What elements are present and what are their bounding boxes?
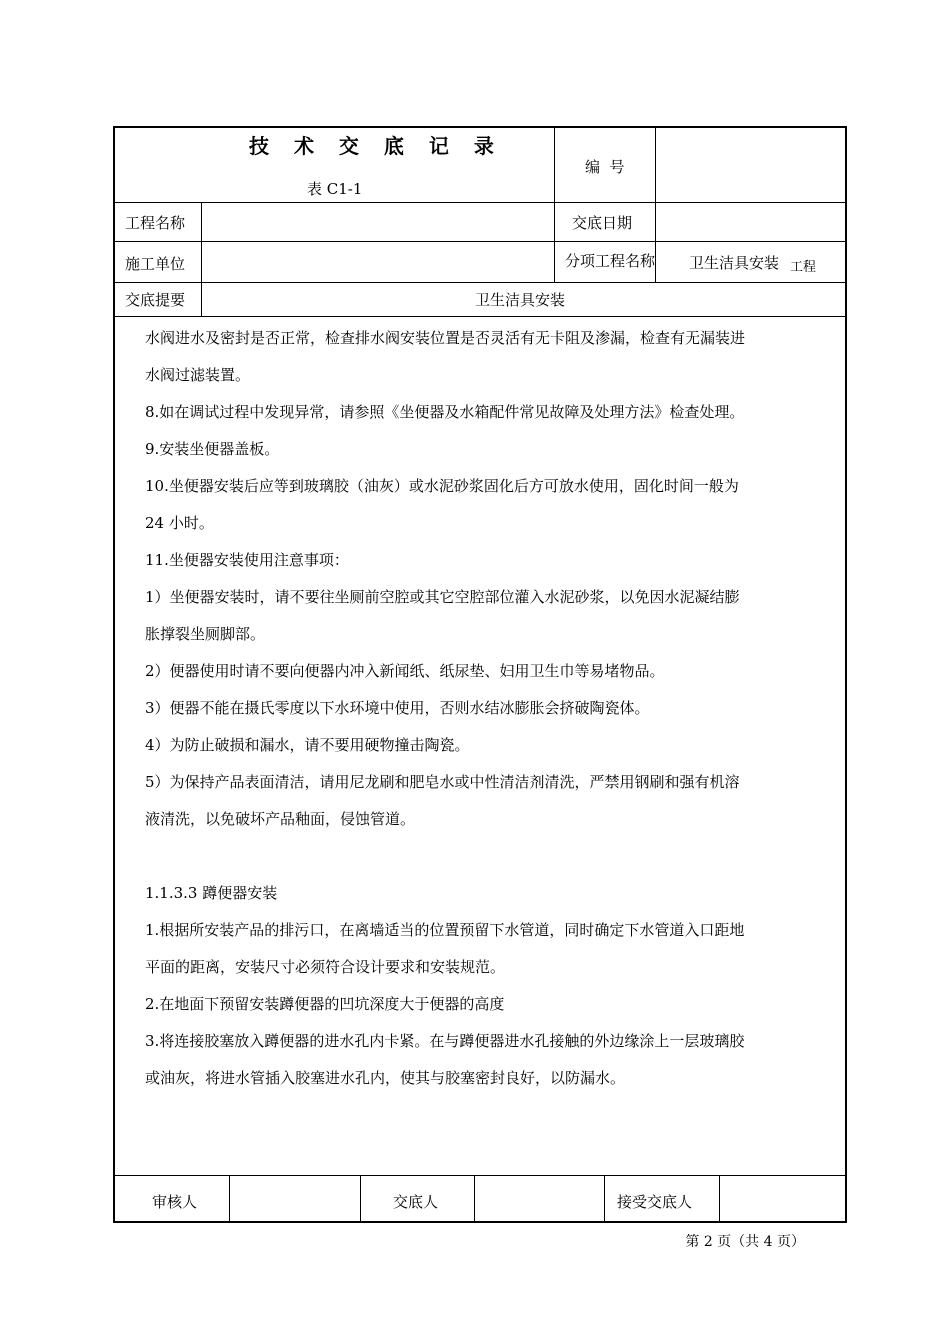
- content-line: 3）便器不能在摄氏零度以下水环境中使用，否则水结冰膨胀会挤破陶瓷体。: [145, 699, 650, 717]
- number-label: 编 号: [585, 158, 625, 176]
- rule-header-bottom: [115, 202, 845, 203]
- rule-summary-bottom: [115, 316, 845, 317]
- content-line: 1.根据所安装产品的排污口，在离墙适当的位置预留下水管道，同时确定下水管道入口距地: [145, 921, 745, 939]
- content-line: 24 小时。: [145, 514, 214, 532]
- receiver-label: 接受交底人: [617, 1193, 693, 1211]
- page-number: 第 2 页（共 4 页）: [685, 1234, 805, 1250]
- rule-right-col: [655, 128, 656, 282]
- rule-sig-4: [604, 1175, 605, 1223]
- sub-project-suffix: 工程: [790, 260, 817, 275]
- sub-project-value: 卫生洁具安装: [689, 254, 780, 272]
- content-blank-line: [145, 838, 825, 875]
- rule-sig-5: [719, 1175, 720, 1223]
- content-line: 液清洗，以免破坏产品釉面，侵蚀管道。: [145, 810, 416, 828]
- content-line: 水阀过滤装置。: [145, 366, 251, 384]
- rule-sig-2: [360, 1175, 361, 1223]
- content-line: 2.在地面下预留安装蹲便器的凹坑深度大于便器的高度: [145, 995, 505, 1013]
- content-line: 水阀进水及密封是否正常，检查排水阀安装位置是否灵活有无卡阻及渗漏，检查有无漏装进: [145, 329, 746, 347]
- content-line: 或油灰，将进水管插入胶塞进水孔内，使其与胶塞密封良好，以防漏水。: [145, 1069, 626, 1087]
- rule-row1-bottom: [115, 241, 845, 242]
- content-line: 4）为防止破损和漏水，请不要用硬物撞击陶瓷。: [145, 736, 470, 754]
- disclosure-content: [145, 320, 825, 1097]
- rule-row2-bottom: [115, 282, 845, 283]
- content-line: 11.坐便器安装使用注意事项：: [145, 551, 349, 569]
- content-line: 10.坐便器安装后应等到玻璃胶（油灰）或水泥砂浆固化后方可放水使用，固化时间一般为: [145, 477, 739, 495]
- content-line: 平面的距离，安装尺寸必须符合设计要求和安装规范。: [145, 958, 506, 976]
- content-line: 5）为保持产品表面清洁，请用尼龙刷和肥皂水或中性清洁剂清洗，严禁用钢刷和强有机溶: [145, 773, 740, 791]
- contractor-label: 施工单位: [125, 255, 186, 273]
- disclosure-form: [113, 126, 847, 1223]
- content-line: 8.如在调试过程中发现异常，请参照《坐便器及水箱配件常见故障及处理方法》检查处理。: [145, 403, 745, 421]
- sub-project-label: 分项工程名称: [565, 252, 656, 270]
- rule-sig-3: [474, 1175, 475, 1223]
- content-line: 3.将连接胶塞放入蹲便器的进水孔内卡紧。在与蹲便器进水孔接触的外边缘涂上一层玻璃胶: [145, 1032, 745, 1050]
- discloser-label: 交底人: [393, 1193, 439, 1211]
- content-line: 1）坐便器安装时，请不要往坐厕前空腔或其它空腔部位灌入水泥砂浆，以免因水泥凝结膨: [145, 588, 740, 606]
- project-name-label: 工程名称: [125, 214, 186, 232]
- form-number: 表 C1-1: [307, 180, 363, 198]
- section-heading: 1.1.3.3 蹲便器安装: [145, 884, 278, 902]
- rule-mid-col: [554, 128, 555, 282]
- summary-label: 交底提要: [125, 291, 186, 309]
- reviewer-label: 审核人: [152, 1193, 198, 1211]
- rule-label-col: [201, 202, 202, 316]
- form-title: 技 术 交 底 记 录: [249, 134, 503, 158]
- content-line: 胀撑裂坐厕脚部。: [145, 625, 266, 643]
- rule-signature-top: [115, 1175, 845, 1176]
- content-line: 2）便器使用时请不要向便器内冲入新闻纸、纸尿垫、妇用卫生巾等易堵物品。: [145, 662, 665, 680]
- date-label: 交底日期: [572, 214, 633, 232]
- rule-sig-1: [229, 1175, 230, 1223]
- summary-value: 卫生洁具安装: [475, 291, 566, 309]
- content-line: 9.安装坐便器盖板。: [145, 440, 280, 458]
